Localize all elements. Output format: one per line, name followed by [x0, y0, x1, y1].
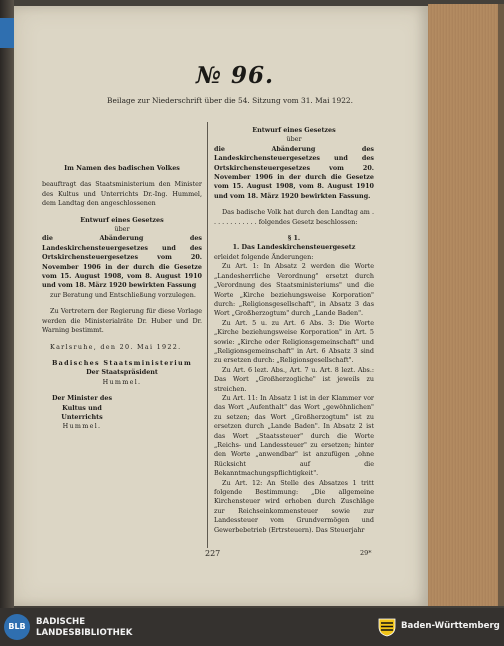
beilage-line: Beilage zur Niederschrift über die 54. Sitzung vom 31. Mai 1922. [107, 96, 353, 105]
left-column [42, 126, 202, 432]
right-column [214, 126, 374, 535]
article-1-change: Zu Art. 1: In Absatz 2 werden die Worte „Landesherrliche Verordnung" ersetzt durch „Verordnung des Staatsministeriums" und die Worte „Kirche beziehungsweise Korporation" durch: „Religionsgesellschaft", in Absatz 3 das Wort „Großherzogtum" durch „Lande Baden". [214, 262, 374, 318]
volk-beschluss: Das badische Volk hat durch den Landtag am . . . . . . . . . . . . folgendes Gesetz beschlossen: [214, 208, 374, 226]
viewer-footer [0, 608, 504, 646]
minister-name: Hummel. [62, 422, 102, 431]
document-number: № 96. [195, 62, 275, 89]
coat-of-arms-icon [378, 617, 396, 637]
section-mark: § 1. [287, 234, 301, 243]
minister-title: Der Minister des Kultus und Unterrichts [51, 394, 113, 421]
date-line: Karlsruhe, den 20. Mai 1922. [50, 342, 182, 351]
left-title-entwurf: Entwurf eines Gesetzes [80, 215, 164, 224]
library-name-line1: BADISCHE [36, 617, 86, 627]
left-title-full: die Abänderung des Landeskirchensteuergesetzes und des Ortskirchensteuergesetzes vom 20. November 1906 in der durch die Gesetze vom 15. August 1908, vom 8. August 1910 und vom 18. März 1920 bewirkten Fassung [42, 234, 202, 290]
blb-logo-icon[interactable]: BLB [4, 614, 30, 640]
book-spine-edge [0, 0, 14, 608]
ministry-name: Badisches Staatsministerium [51, 358, 193, 367]
page-number: 227 [205, 549, 221, 558]
heading-volk: Im Namen des badischen Volkes [64, 164, 180, 172]
right-title-full: die Abänderung des Landeskirchensteuergesetzes und des Ortskirchensteuergesetzes vom 20. November 1906 in der durch die Gesetze vom 15. August 1908, vom 8. August 1910 und vom 18. März 1920 bewirkten Fassung. [214, 144, 374, 200]
article-11-change: Zu Art. 11: In Absatz 1 ist in der Klammer vor das Wort „Aufenthalt" das Wort „gewöhnlichen" zu setzen; das Wort „Großherzogtum" ist zu ersetzen durch „Lande Baden". In Absatz 2 ist das Wort „Staatssteuer" durch die Worte „Reichs- und Landessteuer" zu ersetzen; hinter den Worte „anwendbar" ist anzufügen „ohne Rücksicht auf die Bekanntmachungspflichtigkeit". [214, 393, 374, 478]
section-subheading: 1. Das Landeskirchensteuergesetz [232, 243, 356, 252]
intro-text: beauftragt das Staatsministerium den Minister des Kultus und Unterrichts Dr.-Ing. Hummel, dem Landtag den angeschlossenen [42, 180, 202, 208]
vertreter-text: Zu Vertretern der Regierung für diese Vorlage werden die Ministerialräte Dr. Huber und Dr. Warning bestimmt. [42, 307, 202, 335]
sheet-signature: 29* [360, 549, 372, 557]
erleidet-text: erleidet folgende Änderungen: [214, 252, 314, 261]
page-stack-edge [428, 4, 498, 606]
right-ueber: über [286, 135, 302, 144]
right-title-entwurf: Entwurf eines Gesetzes [252, 126, 336, 134]
vorzulegen-text: zur Beratung und Entschließung vorzulegen. [50, 290, 196, 299]
column-divider [207, 122, 208, 548]
president-name: Hummel. [102, 377, 142, 386]
article-6-7-8-change: Zu Art. 6 lezt. Abs., Art. 7 u. Art. 8 lezt. Abs.: Das Wort „Großherzogliche" ist jeweils zu streichen. [214, 365, 374, 393]
state-name[interactable]: Baden-Württemberg [401, 621, 500, 631]
left-ueber: über [114, 225, 130, 234]
article-5-6-change: Zu Art. 5 u. zu Art. 6 Abs. 3: Die Worte „Kirche beziehungsweise Korporation" in Art. 5 sowie: „Kirche oder Religionsgemeinschaft" und „Religionsgemeinschaft" in Art. 6 Absatz 3 sind zu ersetzen durch: „Religionsgesellschaft". [214, 318, 374, 365]
library-name[interactable] [36, 617, 132, 639]
article-12-change: Zu Art. 12: An Stelle des Absatzes 1 tritt folgende Bestimmung: „Die allgemeine Kirchensteuer wird erhoben durch Zuschläge zur Reichseinkommensteuer sowie zur Landessteuer vom Grundvermögen und Gewerbebetrieb (Ertrsteuern). Das Steuerjahr [214, 478, 374, 534]
library-name-line2: LANDESBIBLIOTHEK [36, 628, 133, 638]
president-title: Der Staatspräsident [86, 368, 158, 377]
